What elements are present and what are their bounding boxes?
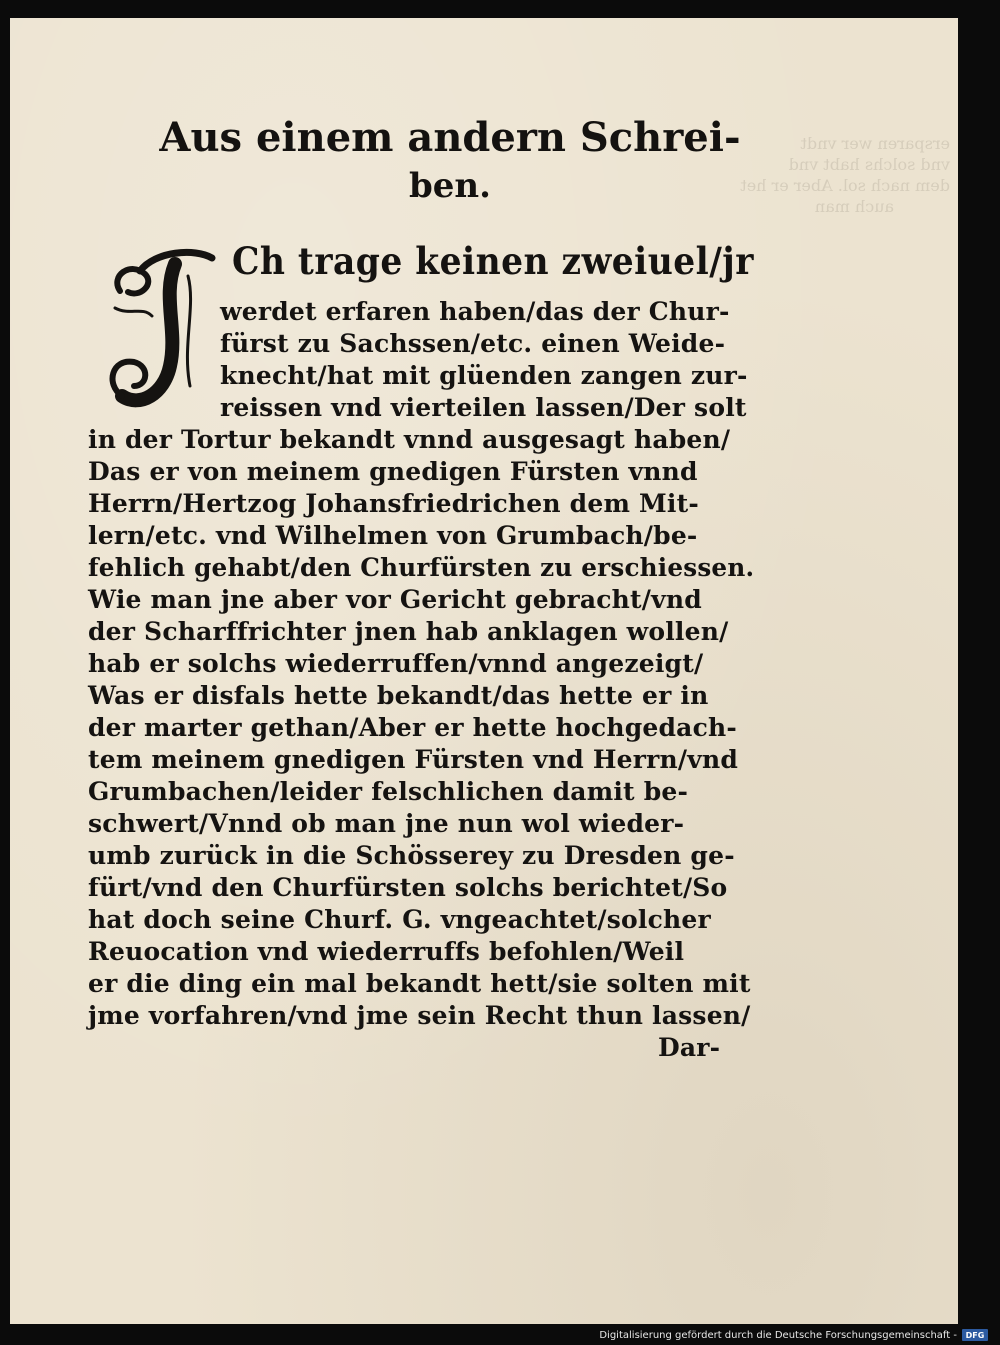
text-line: Herrn/Hertzog Johansfriedrichen dem Mit-: [88, 489, 699, 518]
text-line: fürst zu Sachssen/etc. einen Weide-: [220, 329, 726, 358]
text-line: knecht/hat mit glüenden zangen zur-: [220, 361, 748, 390]
text-line: hab er solchs wiederruffen/vnnd angezeigt/: [88, 649, 704, 678]
text-line: der marter gethan/Aber er hette hochgedach-: [88, 713, 737, 742]
text-line: reissen vnd vierteilen lassen/Der solt: [220, 393, 747, 422]
text-line: Was er disfals hette bekandt/das hette er in: [88, 681, 709, 710]
text-line: hat doch seine Churf. G. vngeachtet/solcher: [88, 905, 711, 934]
decorated-initial-i: [100, 236, 220, 426]
text-line: Ch trage keinen zweiuel/jr: [232, 239, 754, 283]
text-line: er die ding ein mal bekandt hett/sie solten mit: [88, 969, 751, 998]
page-title: Aus einem andern Schrei-: [159, 114, 741, 161]
document-page: [10, 18, 958, 1324]
digitization-credit: [599, 1327, 988, 1343]
page-title-continuation: ben.: [409, 166, 491, 206]
credit-text: Digitalisierung gefördert durch die Deutsche Forschungsgemeinschaft -: [599, 1329, 957, 1341]
text-line: Wie man jne aber vor Gericht gebracht/vnd: [88, 585, 702, 614]
text-line: fehlich gehabt/den Churfürsten zu erschiessen.: [88, 553, 755, 582]
dfg-logo: DFG: [962, 1329, 988, 1341]
text-line: fürt/vnd den Churfürsten solchs berichtet/So: [88, 873, 728, 902]
catchword: Dar-: [658, 1033, 721, 1062]
text-line: lern/etc. vnd Wilhelmen von Grumbach/be-: [88, 521, 698, 550]
text-line: in der Tortur bekandt vnnd ausgesagt haben/: [88, 425, 731, 454]
bleed-through: ersparen wer vndt vnd solchs habt vnd dem nach sol. Aber er het auch man: [740, 134, 950, 216]
text-line: Grumbachen/leider felschlichen damit be-: [88, 777, 689, 806]
text-line: Das er von meinem gnedigen Fürsten vnnd: [88, 457, 698, 486]
text-line: werdet erfaren haben/das der Chur-: [220, 297, 730, 326]
text-line: jme vorfahren/vnd jme sein Recht thun lassen/: [88, 1001, 751, 1030]
text-line: der Scharffrichter jnen hab anklagen wollen/: [88, 617, 729, 646]
text-line: Reuocation vnd wiederruffs befohlen/Weil: [88, 937, 685, 966]
text-line: schwert/Vnnd ob man jne nun wol wieder-: [88, 809, 685, 838]
text-line: umb zurück in die Schösserey zu Dresden ge-: [88, 841, 735, 870]
text-line: tem meinem gnedigen Fürsten vnd Herrn/vnd: [88, 745, 739, 774]
